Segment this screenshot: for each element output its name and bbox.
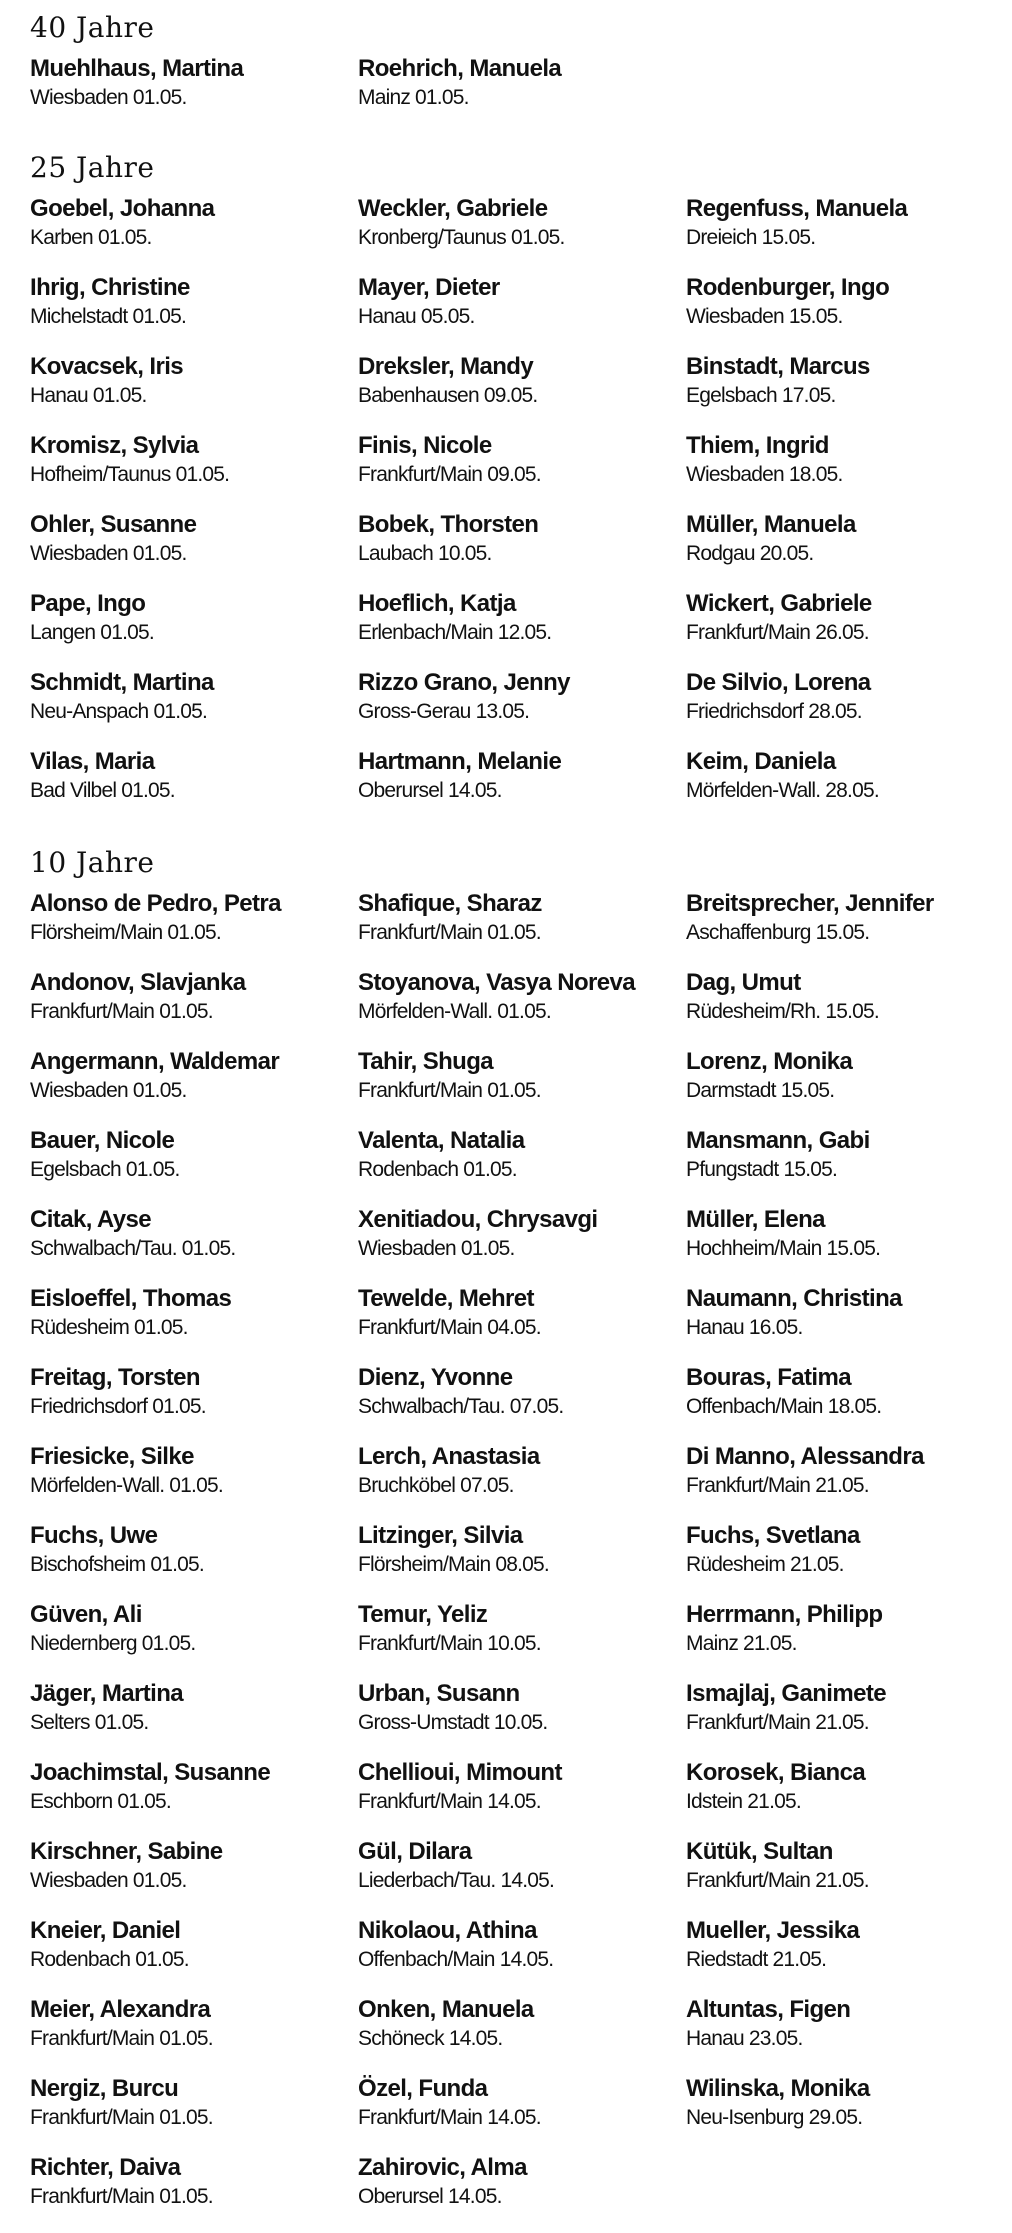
person-entry xyxy=(358,1442,686,1521)
person-name: Wickert, Gabriele xyxy=(686,590,872,617)
location-date: Mörfelden-Wall. 01.05. xyxy=(358,1000,551,1023)
location-date: Darmstadt 15.05. xyxy=(686,1079,835,1102)
location-date: Bad Vilbel 01.05. xyxy=(30,779,175,802)
location-date: Offenbach/Main 18.05. xyxy=(686,1395,882,1418)
location-date: Langen 01.05. xyxy=(30,621,154,644)
location-date: Schwalbach/Tau. 07.05. xyxy=(358,1395,564,1418)
person-name: Urban, Susann xyxy=(358,1680,520,1707)
location-date: Erlenbach/Main 12.05. xyxy=(358,621,552,644)
person-name: Andonov, Slavjanka xyxy=(30,969,246,996)
person-entry xyxy=(686,1995,1002,2074)
location-date: Riedstadt 21.05. xyxy=(686,1948,827,1971)
location-date: Hanau 16.05. xyxy=(686,1316,803,1339)
section-title: 40 Jahre xyxy=(30,11,155,44)
person-entry xyxy=(358,889,686,968)
person-entry xyxy=(686,589,1002,668)
location-date: Laubach 10.05. xyxy=(358,542,492,565)
person-name: Kneier, Daniel xyxy=(30,1917,181,1944)
person-entry xyxy=(686,1047,1002,1126)
person-name: Alonso de Pedro, Petra xyxy=(30,890,281,917)
person-entry xyxy=(30,2153,358,2232)
person-name: Hoeflich, Katja xyxy=(358,590,516,617)
person-name: Lerch, Anastasia xyxy=(358,1443,540,1470)
section-10-jahre xyxy=(30,847,1002,2232)
location-date: Flörsheim/Main 08.05. xyxy=(358,1553,549,1576)
location-date: Niedernberg 01.05. xyxy=(30,1632,196,1655)
person-name: Rodenburger, Ingo xyxy=(686,274,890,301)
person-name: Friesicke, Silke xyxy=(30,1443,194,1470)
person-name: Jäger, Martina xyxy=(30,1680,184,1707)
location-date: Hanau 23.05. xyxy=(686,2027,803,2050)
person-entry xyxy=(358,747,686,826)
person-name: Citak, Ayse xyxy=(30,1206,152,1233)
person-name: Güven, Ali xyxy=(30,1601,142,1628)
location-date: Egelsbach 17.05. xyxy=(686,384,836,407)
person-entry xyxy=(358,1758,686,1837)
person-name: Mayer, Dieter xyxy=(358,274,500,301)
person-name: Valenta, Natalia xyxy=(358,1127,525,1154)
person-name: Ihrig, Christine xyxy=(30,274,190,301)
location-date: Frankfurt/Main 21.05. xyxy=(686,1474,869,1497)
person-name: Dienz, Yvonne xyxy=(358,1364,513,1391)
person-entry xyxy=(358,1126,686,1205)
location-date: Pfungstadt 15.05. xyxy=(686,1158,838,1181)
person-entry xyxy=(686,1126,1002,1205)
person-name: Mueller, Jessika xyxy=(686,1917,860,1944)
entry-grid xyxy=(30,194,1002,826)
person-name: Kovacsek, Iris xyxy=(30,353,184,380)
location-date: Hochheim/Main 15.05. xyxy=(686,1237,881,1260)
location-date: Schwalbach/Tau. 01.05. xyxy=(30,1237,236,1260)
person-entry xyxy=(30,1442,358,1521)
location-date: Rüdesheim 01.05. xyxy=(30,1316,188,1339)
person-entry xyxy=(30,273,358,352)
person-name: Temur, Yeliz xyxy=(358,1601,488,1628)
location-date: Friedrichsdorf 28.05. xyxy=(686,700,862,723)
person-name: Joachimstal, Susanne xyxy=(30,1759,271,1786)
location-date: Egelsbach 01.05. xyxy=(30,1158,180,1181)
location-date: Selters 01.05. xyxy=(30,1711,149,1734)
location-date: Kronberg/Taunus 01.05. xyxy=(358,226,565,249)
person-name: Goebel, Johanna xyxy=(30,195,215,222)
location-date: Mainz 21.05. xyxy=(686,1632,797,1655)
person-entry xyxy=(686,1521,1002,1600)
location-date: Rüdesheim 21.05. xyxy=(686,1553,844,1576)
person-name: Fuchs, Uwe xyxy=(30,1522,158,1549)
location-date: Flörsheim/Main 01.05. xyxy=(30,921,221,944)
person-name: Keim, Daniela xyxy=(686,748,836,775)
person-name: Shafique, Sharaz xyxy=(358,890,542,917)
person-entry xyxy=(686,2074,1002,2153)
location-date: Wiesbaden 01.05. xyxy=(30,86,187,109)
person-entry xyxy=(358,1916,686,1995)
location-date: Hanau 05.05. xyxy=(358,305,475,328)
location-date: Frankfurt/Main 01.05. xyxy=(30,2027,213,2050)
person-name: Onken, Manuela xyxy=(358,1996,534,2023)
location-date: Karben 01.05. xyxy=(30,226,152,249)
person-entry xyxy=(30,1521,358,1600)
person-name: Naumann, Christina xyxy=(686,1285,902,1312)
location-date: Frankfurt/Main 04.05. xyxy=(358,1316,541,1339)
location-date: Michelstadt 01.05. xyxy=(30,305,187,328)
person-entry xyxy=(358,1521,686,1600)
location-date: Offenbach/Main 14.05. xyxy=(358,1948,554,1971)
person-entry xyxy=(30,1916,358,1995)
person-name: Wilinska, Monika xyxy=(686,2075,870,2102)
location-date: Rodenbach 01.05. xyxy=(358,1158,517,1181)
person-entry xyxy=(686,194,1002,273)
person-name: Schmidt, Martina xyxy=(30,669,214,696)
person-entry xyxy=(686,1284,1002,1363)
person-entry xyxy=(358,668,686,747)
location-date: Frankfurt/Main 14.05. xyxy=(358,1790,541,1813)
person-entry xyxy=(358,273,686,352)
location-date: Frankfurt/Main 21.05. xyxy=(686,1711,869,1734)
location-date: Schöneck 14.05. xyxy=(358,2027,503,2050)
person-entry xyxy=(30,1600,358,1679)
person-entry xyxy=(358,968,686,1047)
person-name: Vilas, Maria xyxy=(30,748,155,775)
location-date: Frankfurt/Main 21.05. xyxy=(686,1869,869,1892)
person-entry xyxy=(30,1837,358,1916)
person-name: Meier, Alexandra xyxy=(30,1996,211,2023)
person-entry xyxy=(358,510,686,589)
person-entry xyxy=(686,968,1002,1047)
person-name: Di Manno, Alessandra xyxy=(686,1443,924,1470)
location-date: Wiesbaden 01.05. xyxy=(30,1079,187,1102)
person-entry xyxy=(686,1679,1002,1758)
person-name: Eisloeffel, Thomas xyxy=(30,1285,232,1312)
person-entry xyxy=(30,668,358,747)
person-name: Altuntas, Figen xyxy=(686,1996,851,2023)
person-entry xyxy=(686,668,1002,747)
location-date: Bruchköbel 07.05. xyxy=(358,1474,514,1497)
location-date: Gross-Gerau 13.05. xyxy=(358,700,530,723)
location-date: Frankfurt/Main 01.05. xyxy=(30,2185,213,2208)
location-date: Frankfurt/Main 01.05. xyxy=(358,1079,541,1102)
person-name: Bouras, Fatima xyxy=(686,1364,851,1391)
person-entry xyxy=(686,431,1002,510)
person-name: Kirschner, Sabine xyxy=(30,1838,223,1865)
location-date: Hofheim/Taunus 01.05. xyxy=(30,463,230,486)
person-name: Korosek, Bianca xyxy=(686,1759,866,1786)
person-name: Zahirovic, Alma xyxy=(358,2154,527,2181)
location-date: Bischofsheim 01.05. xyxy=(30,1553,204,1576)
person-name: Finis, Nicole xyxy=(358,432,492,459)
location-date: Frankfurt/Main 01.05. xyxy=(358,921,541,944)
person-entry xyxy=(30,589,358,668)
person-entry xyxy=(30,968,358,1047)
person-entry xyxy=(686,1363,1002,1442)
person-entry xyxy=(30,352,358,431)
person-name: Chellioui, Mimount xyxy=(358,1759,562,1786)
person-entry xyxy=(686,510,1002,589)
location-date: Hanau 01.05. xyxy=(30,384,147,407)
location-date: Frankfurt/Main 26.05. xyxy=(686,621,869,644)
location-date: Mainz 01.05. xyxy=(358,86,469,109)
person-entry xyxy=(686,1600,1002,1679)
location-date: Frankfurt/Main 01.05. xyxy=(30,1000,213,1023)
person-entry xyxy=(30,1284,358,1363)
person-name: Hartmann, Melanie xyxy=(358,748,562,775)
person-entry xyxy=(30,1047,358,1126)
person-entry xyxy=(30,431,358,510)
person-name: Regenfuss, Manuela xyxy=(686,195,908,222)
person-entry xyxy=(358,1600,686,1679)
location-date: Friedrichsdorf 01.05. xyxy=(30,1395,206,1418)
location-date: Liederbach/Tau. 14.05. xyxy=(358,1869,555,1892)
section-25-jahre xyxy=(30,152,1002,826)
person-name: Fuchs, Svetlana xyxy=(686,1522,860,1549)
location-date: Frankfurt/Main 01.05. xyxy=(30,2106,213,2129)
location-date: Wiesbaden 01.05. xyxy=(358,1237,515,1260)
person-name: Rizzo Grano, Jenny xyxy=(358,669,570,696)
location-date: Aschaffenburg 15.05. xyxy=(686,921,870,944)
section-title: 25 Jahre xyxy=(30,151,155,184)
person-name: Tahir, Shuga xyxy=(358,1048,494,1075)
entry-grid xyxy=(30,54,1002,133)
person-name: Dreksler, Mandy xyxy=(358,353,534,380)
location-date: Babenhausen 09.05. xyxy=(358,384,538,407)
location-date: Neu-Anspach 01.05. xyxy=(30,700,208,723)
person-entry xyxy=(358,352,686,431)
person-entry xyxy=(358,1047,686,1126)
person-name: Pape, Ingo xyxy=(30,590,146,617)
person-name: Dag, Umut xyxy=(686,969,801,996)
person-entry xyxy=(686,747,1002,826)
person-entry xyxy=(686,1916,1002,1995)
location-date: Rodgau 20.05. xyxy=(686,542,814,565)
person-entry xyxy=(358,1205,686,1284)
section-title: 10 Jahre xyxy=(30,846,155,879)
person-entry xyxy=(358,1284,686,1363)
person-entry xyxy=(358,1995,686,2074)
location-date: Oberursel 14.05. xyxy=(358,2185,502,2208)
person-name: Ismajlaj, Ganimete xyxy=(686,1680,886,1707)
person-name: Özel, Funda xyxy=(358,2075,488,2102)
location-date: Frankfurt/Main 09.05. xyxy=(358,463,541,486)
person-name: Angermann, Waldemar xyxy=(30,1048,280,1075)
person-name: Lorenz, Monika xyxy=(686,1048,853,1075)
person-entry xyxy=(358,589,686,668)
person-name: Bauer, Nicole xyxy=(30,1127,175,1154)
person-name: Weckler, Gabriele xyxy=(358,195,548,222)
section-40-jahre xyxy=(30,12,1002,133)
person-name: Thiem, Ingrid xyxy=(686,432,829,459)
person-name: Xenitiadou, Chrysavgi xyxy=(358,1206,598,1233)
person-entry xyxy=(686,889,1002,968)
location-date: Frankfurt/Main 10.05. xyxy=(358,1632,541,1655)
person-name: Müller, Elena xyxy=(686,1206,825,1233)
location-date: Wiesbaden 15.05. xyxy=(686,305,843,328)
person-name: Richter, Daiva xyxy=(30,2154,181,2181)
person-name: Ohler, Susanne xyxy=(30,511,197,538)
location-date: Eschborn 01.05. xyxy=(30,1790,171,1813)
person-name: Stoyanova, Vasya Noreva xyxy=(358,969,636,996)
person-entry xyxy=(30,1205,358,1284)
person-name: Bobek, Thorsten xyxy=(358,511,539,538)
person-name: Binstadt, Marcus xyxy=(686,353,870,380)
person-entry xyxy=(30,1758,358,1837)
location-date: Dreieich 15.05. xyxy=(686,226,816,249)
person-entry xyxy=(30,1679,358,1758)
person-name: Gül, Dilara xyxy=(358,1838,472,1865)
person-name: Herrmann, Philipp xyxy=(686,1601,883,1628)
person-entry xyxy=(358,54,686,133)
person-name: Roehrich, Manuela xyxy=(358,55,562,82)
person-name: Kromisz, Sylvia xyxy=(30,432,199,459)
person-name: Breitsprecher, Jennifer xyxy=(686,890,934,917)
person-entry xyxy=(30,889,358,968)
person-entry xyxy=(358,2153,686,2232)
location-date: Rüdesheim/Rh. 15.05. xyxy=(686,1000,879,1023)
person-entry xyxy=(686,273,1002,352)
person-name: Litzinger, Silvia xyxy=(358,1522,523,1549)
person-entry xyxy=(30,2074,358,2153)
person-entry xyxy=(358,2074,686,2153)
person-entry xyxy=(30,54,358,133)
person-entry xyxy=(30,1363,358,1442)
person-entry xyxy=(30,194,358,273)
location-date: Mörfelden-Wall. 01.05. xyxy=(30,1474,223,1497)
person-name: Mansmann, Gabi xyxy=(686,1127,870,1154)
location-date: Neu-Isenburg 29.05. xyxy=(686,2106,863,2129)
person-entry xyxy=(30,510,358,589)
location-date: Wiesbaden 01.05. xyxy=(30,542,187,565)
person-entry xyxy=(30,1995,358,2074)
person-entry xyxy=(358,1679,686,1758)
location-date: Gross-Umstadt 10.05. xyxy=(358,1711,548,1734)
person-name: Tewelde, Mehret xyxy=(358,1285,534,1312)
person-entry xyxy=(686,1837,1002,1916)
person-entry xyxy=(358,1363,686,1442)
person-entry xyxy=(686,1758,1002,1837)
entry-grid xyxy=(30,889,1002,2232)
person-name: De Silvio, Lorena xyxy=(686,669,871,696)
person-entry xyxy=(686,1442,1002,1521)
person-entry xyxy=(686,1205,1002,1284)
location-date: Rodenbach 01.05. xyxy=(30,1948,189,1971)
location-date: Idstein 21.05. xyxy=(686,1790,801,1813)
location-date: Frankfurt/Main 14.05. xyxy=(358,2106,541,2129)
person-name: Nergiz, Burcu xyxy=(30,2075,179,2102)
location-date: Oberursel 14.05. xyxy=(358,779,502,802)
person-name: Nikolaou, Athina xyxy=(358,1917,537,1944)
person-entry xyxy=(358,1837,686,1916)
location-date: Wiesbaden 01.05. xyxy=(30,1869,187,1892)
person-entry xyxy=(30,1126,358,1205)
person-entry xyxy=(358,194,686,273)
person-name: Freitag, Torsten xyxy=(30,1364,200,1391)
person-entry xyxy=(686,352,1002,431)
person-name: Müller, Manuela xyxy=(686,511,856,538)
location-date: Mörfelden-Wall. 28.05. xyxy=(686,779,879,802)
person-name: Muehlhaus, Martina xyxy=(30,55,244,82)
person-entry xyxy=(358,431,686,510)
person-entry xyxy=(30,747,358,826)
location-date: Wiesbaden 18.05. xyxy=(686,463,843,486)
person-name: Kütük, Sultan xyxy=(686,1838,833,1865)
